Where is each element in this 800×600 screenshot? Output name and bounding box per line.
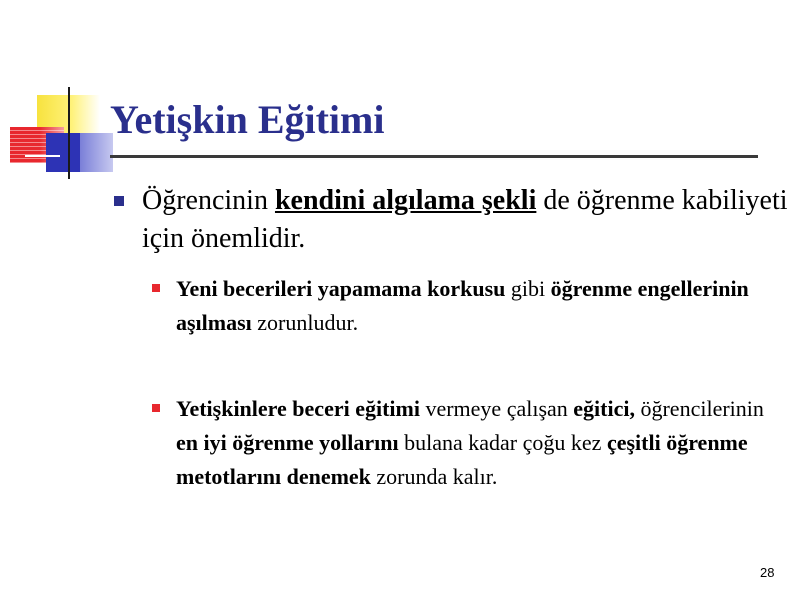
bullet-1-text-b: de öğrenme kabiliyeti için önemlidir. (142, 185, 788, 254)
bullet-item-1 (110, 182, 790, 258)
sub-bullet-item-1 (110, 272, 790, 340)
sub2-bold-2: eğitici, (573, 396, 635, 421)
square-bullet-icon (152, 404, 160, 412)
square-bullet-icon (114, 196, 124, 206)
title-underline-rule (110, 155, 758, 158)
sub2-bold-3: en iyi öğrenme yollarını (176, 430, 399, 455)
bullet-1-emphasis: kendini algılama şekli (274, 185, 537, 216)
sub1-bold-1: Yeni becerileri yapamama korkusu (176, 276, 506, 301)
sub1-text-2: zorunludur. (251, 310, 359, 335)
logo-vertical-line (68, 87, 70, 179)
bullet-1-text-a: Öğrencinin (142, 185, 275, 216)
logo-horizontal-line (25, 155, 60, 157)
slide-body (110, 182, 790, 494)
sub1-bold-2: öğrenme engellerinin aşılması (176, 276, 749, 335)
sub1-text-1: gibi (505, 276, 551, 301)
sub2-bold-1: Yetişkinlere beceri eğitimi (176, 396, 420, 421)
sub2-text-3: bulana kadar çoğu kez (398, 430, 607, 455)
sub-bullet-item-2 (110, 392, 790, 494)
sub2-bold-4: çeşitli öğrenme metotlarını denemek (176, 430, 748, 489)
light-blue-square (80, 133, 113, 172)
sub2-text-2: öğrencilerinin (634, 396, 764, 421)
page-number: 28 (760, 565, 775, 580)
blue-square (46, 133, 80, 172)
slide-title: Yetişkin Eğitimi (110, 97, 385, 142)
square-bullet-icon (152, 284, 160, 292)
decorative-squares-logo (0, 0, 120, 190)
sub2-text-4: zorunda kalır. (370, 464, 498, 489)
sub2-text-1: vermeye çalışan (419, 396, 574, 421)
